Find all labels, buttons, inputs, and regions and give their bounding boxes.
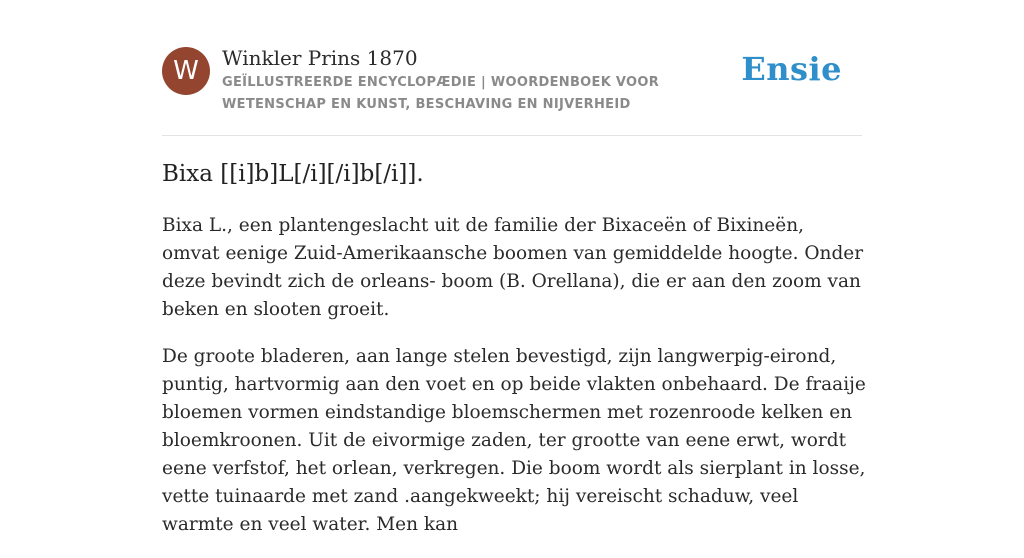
article-paragraph: De groote bladeren, aan lange stelen bevestigd, zijn langwerpig-eirond, puntig, hartvormig aan den voet en op beide vlakten onbehaard. De fraaije bloemen vormen eindstandige bloemschermen met rozenroode kelken en bloemkroonen. Uit de eivormige zaden, ter grootte van eene erwt, wordt eene verfstof, het orlean, verkregen. Die boom wordt als sierplant in losse, vette tuinaarde met zand .aangekweekt; hij vereischt schaduw, veel warmte en veel water. Men kan <box>162 346 866 535</box>
article-paragraph: Bixa L., een plantengeslacht uit de familie der Bixaceën of Bixineën, omvat eenige Zuid-Amerikaansche boomen van gemiddelde hoogte. Onder deze bevindt zich de orleans- boom (B. Orellana), die er aan den zoom van beken en slooten groeit. <box>162 215 864 320</box>
article-body <box>162 212 867 558</box>
source-title[interactable]: Winkler Prins 1870 <box>222 46 418 70</box>
ensie-logo[interactable]: Ensie <box>741 50 842 88</box>
source-subtitle: GEÏLLUSTREERDE ENCYCLOPÆDIE | WOORDENBOEK VOOR WETENSCHAP EN KUNST, BESCHAVING EN NIJVERHEID <box>222 75 660 112</box>
source-avatar[interactable]: W <box>162 47 210 95</box>
content-container <box>162 0 866 535</box>
article-title: Bixa [[i]b]L[/i][/i]b[/i]]. <box>162 161 424 187</box>
source-header <box>162 0 862 136</box>
